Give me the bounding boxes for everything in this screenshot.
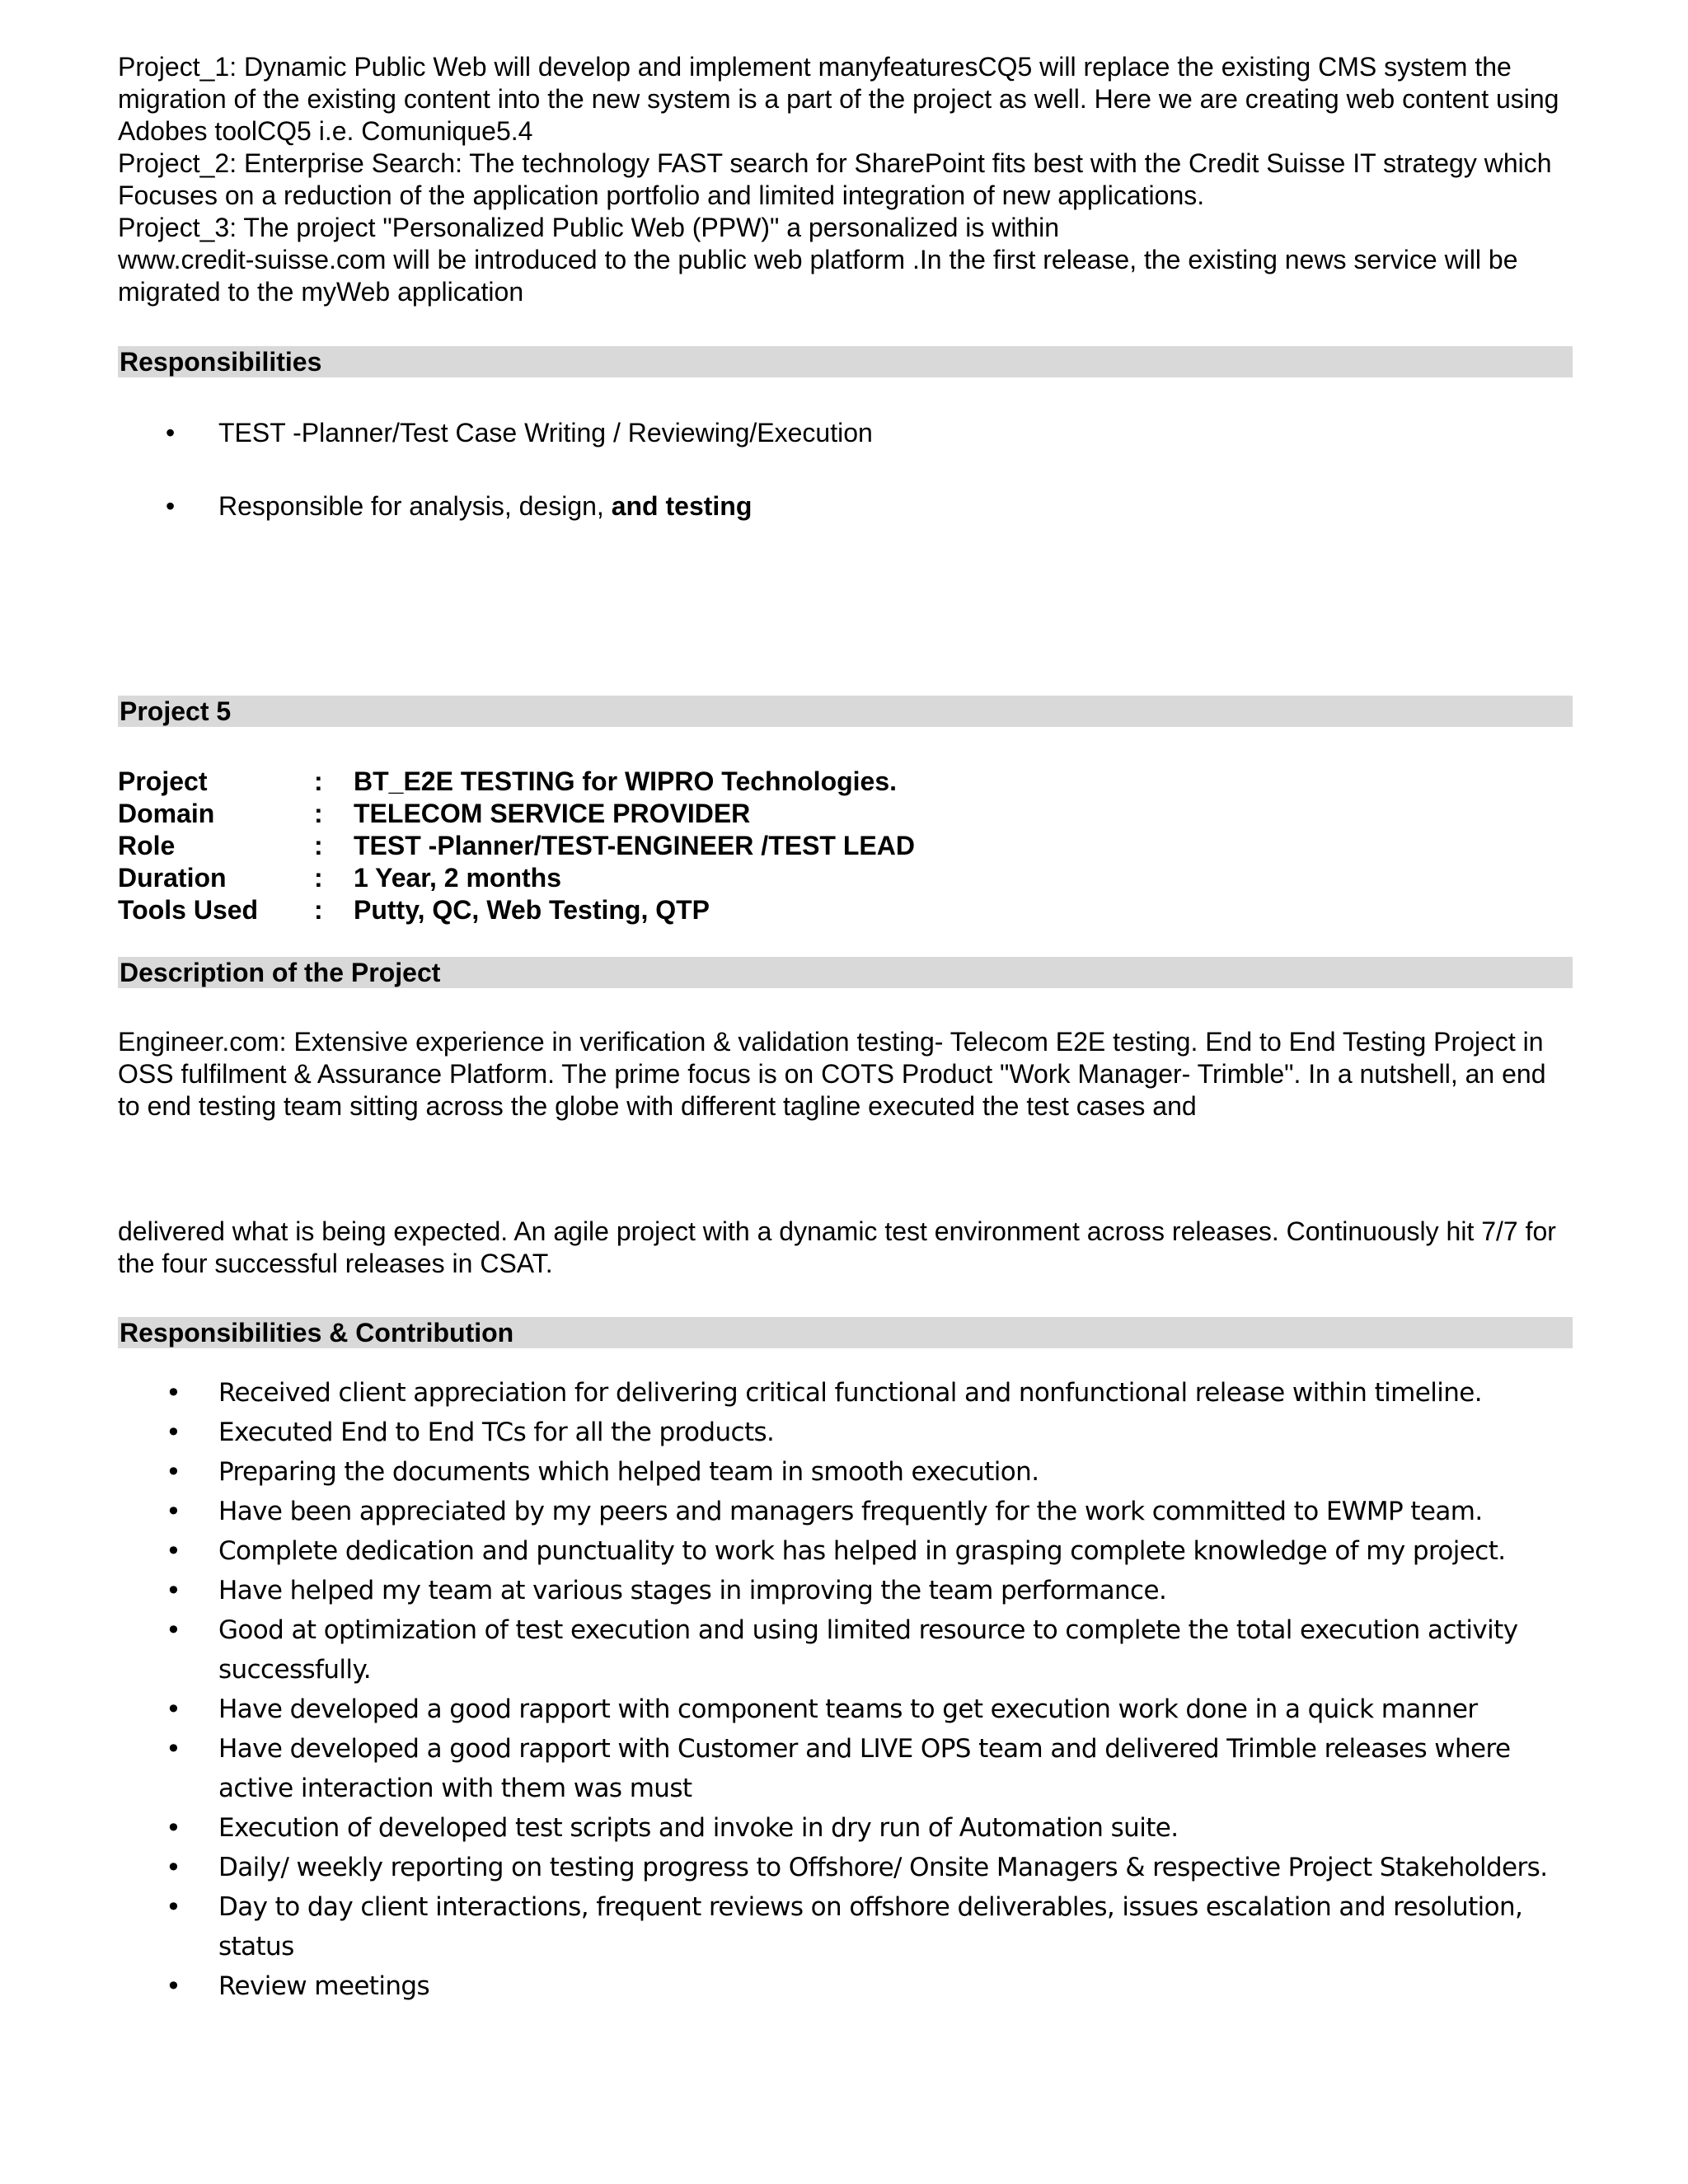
list-item-text: Executed End to End TCs for all the products.: [218, 1418, 775, 1447]
project-description: [118, 1026, 1573, 1280]
bullet-icon: •: [166, 1694, 181, 1725]
info-value: TELECOM SERVICE PROVIDER: [354, 799, 751, 828]
list-item-text: Preparing the documents which helped team in smooth execution.: [218, 1457, 1039, 1487]
list-item: [118, 1610, 1573, 1690]
bullet-icon: •: [166, 1377, 181, 1408]
list-item: [118, 1887, 1573, 1966]
description-paragraph-2: delivered what is being expected. An agile project with a dynamic test environment across releases. Continuously hit 7/7 for the four successful releases in CSAT.: [118, 1216, 1556, 1278]
list-item: [118, 417, 1573, 449]
list-item: [118, 1571, 1573, 1610]
project5-info-table: [118, 766, 915, 926]
info-colon: :: [314, 895, 323, 925]
project2-text: Project_2: Enterprise Search: The technology FAST search for SharePoint fits best with the Credit Suisse IT strategy which Focuses on a reduction of the application portfolio and limited integration of new applications.: [118, 148, 1552, 210]
list-item: [118, 1413, 1573, 1452]
list-item: [118, 1808, 1573, 1848]
info-value: Putty, QC, Web Testing, QTP: [354, 895, 710, 925]
bullet-icon: •: [166, 1535, 181, 1567]
bullet-icon: •: [166, 1456, 181, 1488]
info-row: [118, 894, 915, 926]
info-label: Tools Used: [118, 895, 259, 925]
bullet-icon: •: [166, 1971, 181, 2002]
list-item-text: Good at optimization of test execution and using limited resource to complete the total execution activity successfully.: [218, 1615, 1518, 1685]
info-colon: :: [314, 766, 323, 796]
info-value: 1 Year, 2 months: [354, 863, 561, 893]
list-item: [118, 1729, 1573, 1808]
list-item: [118, 1452, 1573, 1492]
project-intro: [118, 51, 1573, 308]
info-colon: :: [314, 831, 323, 860]
info-colon: :: [314, 863, 323, 893]
description-paragraph-1: Engineer.com: Extensive experience in verification & validation testing- Telecom E2E testing. End to End Testing Project in OSS fulfilment & Assurance Platform. The prime focus is on COTS Product "Work Manager- Trimble". In a nutshell, an end to end testing team sitting across the globe with different tagline executed the test cases and: [118, 1027, 1546, 1121]
list-item-text: Daily/ weekly reporting on testing progress to Offshore/ Onsite Managers & respective Project Stakeholders.: [218, 1853, 1548, 1882]
list-item: [118, 1966, 1573, 2006]
bullet-icon: •: [166, 1812, 181, 1844]
project5-heading: Project 5: [118, 696, 1573, 727]
bullet-icon: •: [166, 1615, 181, 1646]
info-row: [118, 766, 915, 798]
list-item: [118, 1492, 1573, 1531]
contribution-heading: Responsibilities & Contribution: [118, 1317, 1573, 1348]
info-label: Duration: [118, 863, 227, 893]
bullet-icon: •: [166, 1496, 181, 1527]
list-item: [118, 1531, 1573, 1571]
bullet-icon: •: [166, 1417, 181, 1448]
bullet-icon: •: [166, 418, 176, 448]
info-row: [118, 798, 915, 830]
bullet-icon: •: [166, 491, 176, 521]
info-colon: :: [314, 799, 323, 828]
info-value: BT_E2E TESTING for WIPRO Technologies.: [354, 766, 898, 796]
list-item-text: Complete dedication and punctuality to work has helped in grasping complete knowledge of my project.: [218, 1536, 1506, 1566]
info-row: [118, 830, 915, 862]
list-item: [118, 1690, 1573, 1729]
project3-text-line1: Project_3: The project "Personalized Public Web (PPW)" a personalized is within: [118, 213, 1060, 242]
info-label: Role: [118, 831, 176, 860]
bullet-icon: •: [166, 1733, 181, 1765]
list-item-text: Review meetings: [218, 1971, 430, 2001]
contribution-list: [118, 1373, 1573, 2006]
project1-text: Project_1: Dynamic Public Web will develop and implement manyfeaturesCQ5 will replace the existing CMS system the migration of the existing content into the new system is a part of the project as well. Here we are creating web content using Adobes toolCQ5 i.e. Comunique5.4: [118, 52, 1559, 146]
list-item: [118, 1373, 1573, 1413]
list-item-text: TEST -Planner/Test Case Writing / Reviewing/Execution: [218, 418, 873, 448]
info-label: Project: [118, 766, 208, 796]
list-item-text: Responsible for analysis, design,: [218, 491, 612, 521]
bullet-icon: •: [166, 1852, 181, 1883]
info-row: [118, 862, 915, 894]
project3-text-line2: www.credit-suisse.com will be introduced to the public web platform .In the first release, the existing news service will be migrated to the myWeb application: [118, 245, 1518, 307]
list-item-text: Received client appreciation for delivering critical functional and nonfunctional release within timeline.: [218, 1378, 1483, 1408]
list-item-text: Have developed a good rapport with component teams to get execution work done in a quick manner: [218, 1694, 1478, 1724]
description-heading: Description of the Project: [118, 957, 1573, 988]
document-page: [118, 51, 1573, 2006]
list-item-text: Have been appreciated by my peers and managers frequently for the work committed to EWMP team.: [218, 1497, 1483, 1526]
responsibilities-heading: Responsibilities: [118, 346, 1573, 377]
responsibilities-list: [118, 417, 1573, 523]
list-item-text: Day to day client interactions, frequent reviews on offshore deliverables, issues escalation and resolution, status: [218, 1892, 1523, 1961]
info-value: TEST -Planner/TEST-ENGINEER /TEST LEAD: [354, 831, 915, 860]
bullet-icon: •: [166, 1575, 181, 1606]
list-item: [118, 490, 1573, 523]
info-label: Domain: [118, 799, 215, 828]
list-item-text: Execution of developed test scripts and invoke in dry run of Automation suite.: [218, 1813, 1179, 1843]
bullet-icon: •: [166, 1891, 181, 1923]
list-item-bold-text: and testing: [611, 491, 753, 521]
list-item: [118, 1848, 1573, 1887]
list-item-text: Have developed a good rapport with Customer and LIVE OPS team and delivered Trimble releases where active interaction with them was must: [218, 1734, 1511, 1803]
list-item-text: Have helped my team at various stages in improving the team performance.: [218, 1576, 1167, 1605]
